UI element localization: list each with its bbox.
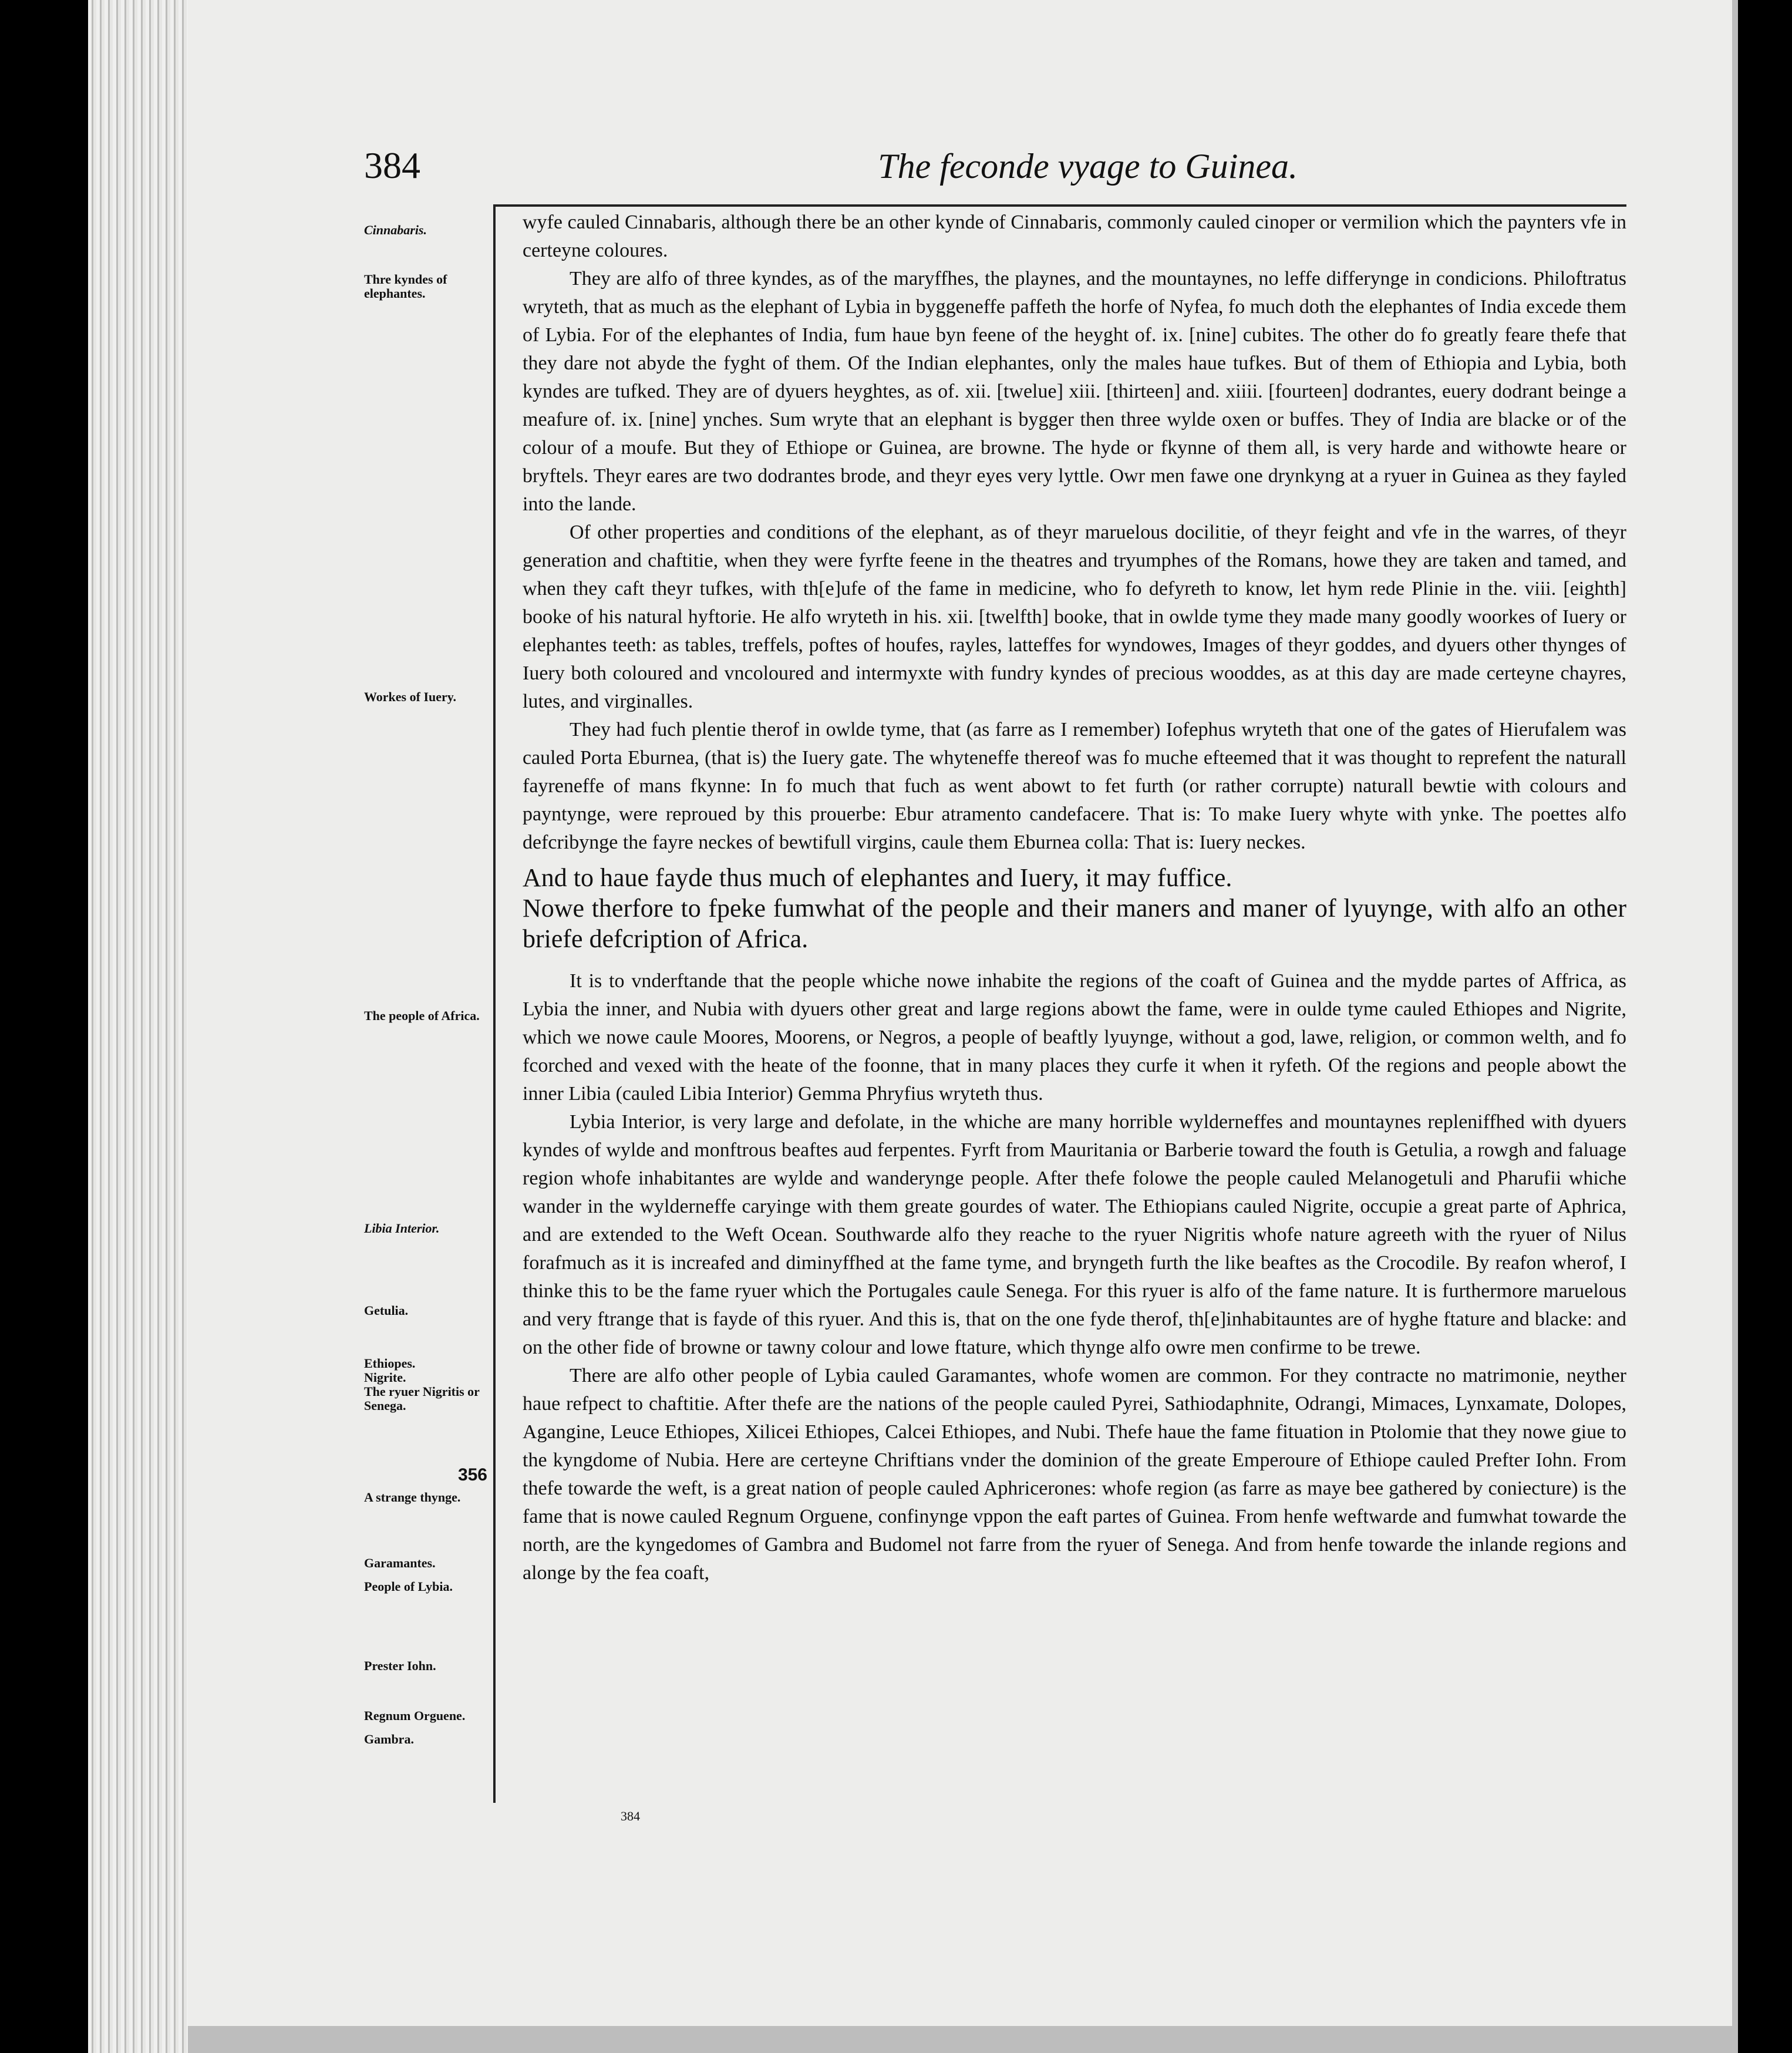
margin-note: Gambra. xyxy=(364,1732,414,1746)
margin-notes xyxy=(364,211,493,1797)
paragraph: Lybia Interior, is very large and defolate, in the whiche are many horrible wylderneffes and mountaynes repleniffhed with dyuers kyndes of wylde and monftrous beaftes aud ferpentes. Fyrft from Mauritania or Barberie toward the fouth is Getulia, a rowgh and faluage region whofe inhabitantes are wylde and wanderynge people. After thefe folowe the people cauled Melanogetuli and Pharufii whiche wander in the wylderneffe caryinge with them greate gourdes of water. The Ethiopians cauled Nigrite, occupie a great parte of Aphrica, and are extended to the Weft Ocean. Southwarde alfo they reache to the ryuer Nigritis whofe nature agreeth with the ryuer of Nilus forafmuch as it is increafed and diminyffhed at the fame tyme, and bryngeth furth the like beaftes as the Crocodile. By reafon wherof, I thinke this to be the fame ryuer which the Portugales caule Senega. For this ryuer is alfo of the fame nature. It is furthermore maruelous and very ftrange that is fayde of this ryuer. And this is, that on the one fyde therof, th[e]inhabitauntes are of hyghe ftature and blacke: and on the other fide of browne or tawny colour and lowe ftature, which thynge alfo owre men confirme to be trewe. xyxy=(523,1111,1626,1358)
margin-note: Workes of Iuery. xyxy=(364,689,457,704)
margin-note: Thre kyndes of elephantes. xyxy=(364,272,447,301)
page-header xyxy=(364,144,1298,203)
margin-note: People of Lybia. xyxy=(364,1579,453,1594)
margin-note: Libia Interior. xyxy=(364,1221,440,1236)
header-rule xyxy=(493,204,1626,207)
margin-note: Getulia. xyxy=(364,1303,409,1318)
page-right-edge xyxy=(1732,0,1738,2053)
running-title: The feconde vyage to Guinea. xyxy=(878,147,1298,186)
margin-folio: 356 xyxy=(457,1465,487,1485)
margin-note: Ethiopes. xyxy=(364,1356,416,1371)
page-number: 384 xyxy=(364,144,420,186)
paragraph: Of other properties and conditions of the elephant, as of theyr maruelous docilitie, of theyr feight and vfe in the warres, of theyr generation and chaftitie, when they were fyrfte feene in the theatres and tryumphes of the Romans, howe they are taken and tamed, and when they caft theyr tufkes, with th[e]ufe of the fame in medicine, who fo defyreth to know, let hym rede Plinie in the. viii. [eighth] booke of his natural hyftorie. He alfo wryteth in his. xii. [twelfth] booke, that in owlde tyme they made many goodly woorkes of Iuery or elephantes teeth: as tables, treffels, poftes of houfes, rayles, latteffes for wyndowes, Images of theyr goddes, and dyuers other thynges of Iuery both coloured and vncoloured and intermyxte with fundry kyndes of precious wooddes, as at this day are made certeyne chayres, lutes, and virginalles. xyxy=(523,521,1626,712)
margin-note: Nigrite. xyxy=(364,1370,406,1385)
page-bottom-edge xyxy=(188,2026,1738,2053)
paragraph: They are alfo of three kyndes, as of the maryffhes, the playnes, and the mountaynes, no leffe differynge in condicions. Philoftratus wryteth, that as much as the elephant of Lybia in byggeneffe paffeth the horfe of Nyfea, fo much doth the elephantes of India excede them of Lybia. For of the elephantes of India, fum haue byn feene of the heyght of. ix. [nine] cubites. The other do fo greatly feare thefe that they dare not abyde the fyght of them. Of the Indian elephantes, only the males haue tufkes. But of them of Ethiopia and Lybia, both kyndes are tufked. They are of dyuers heyghtes, as of. xii. [twelue] xiii. [thirteen] and. xiiii. [fourteen] dodrantes, euery dodrant beinge a meafure of. ix. [nine] ynches. Sum wryte that an elephant is bygger then three wylde oxen or buffes. They of India are blacke or of the colour of a moufe. But they of Ethiope or Guinea, are browne. The hyde or fkynne of them all, is very harde and withowte heare or bryftels. Theyr eares are two dodrantes brode, and theyr eyes very lyttle. Owr men fawe one drynkyng at a ryuer in Guinea as they fayled into the lande. xyxy=(523,268,1626,515)
paragraph: It is to vnderftande that the people whiche nowe inhabite the regions of the coaft of Guinea and the mydde partes of Affrica, as Lybia the inner, and Nubia with dyuers other great and large regions abowt the fame, were in oulde tyme cauled Ethiopes and Nigrite, which we nowe caule Moores, Moorens, or Negros, a people of beaftly lyuynge, without a god, lawe, religion, or common welth, and fo fcorched and vexed with the heate of the foonne, that in many places they curfe it when it ryfeth. Of the regions and people abowt the inner Libia (cauled Libia Interior) Gemma Phryfius wryteth thus. xyxy=(523,970,1626,1105)
margin-note: Garamantes. xyxy=(364,1556,436,1570)
margin-note: Prester Iohn. xyxy=(364,1658,436,1673)
margin-note: Cinnabaris. xyxy=(364,223,427,237)
paragraph: They had fuch plentie therof in owlde tyme, that (as farre as I remember) Iofephus wryteth that one of the gates of Hierufalem was cauled Porta Eburnea, (that is) the Iuery gate. The whyteneffe thereof was fo muche efteemed that it was thought to reprefent the naturall fayreneffe of mans fkynne: In fo much that fuch as went abowt to fet furth (or rather corrupte) naturall bewtie with colours and payntynge, were reproued by this prouerbe: Ebur atramento candefacere. That is: To make Iuery whyte with ynke. The poettes alfo defcribynge the fayre neckes of bewtifull virgins, caule them Eburnea colla: That is: Iuery neckes. xyxy=(523,719,1626,853)
section-heading: And to haue fayde thus much of elephantes and Iuery, it may fuffice. xyxy=(523,863,1232,892)
footer-folio: 384 xyxy=(621,1809,640,1823)
margin-note: The people of Africa. xyxy=(364,1008,480,1023)
column-rule xyxy=(493,206,496,1803)
margin-note: A strange thynge. xyxy=(364,1490,461,1505)
paragraph: wyfe cauled Cinnabaris, although there be an other kynde of Cinnabaris, commonly cauled cinoper or vermilion which the paynters vfe in certeyne coloures. xyxy=(523,211,1626,261)
paragraph: There are alfo other people of Lybia cauled Garamantes, whofe women are common. For they contracte no matrimonie, neyther haue refpect to chaftitie. After thefe are the nations of the people cauled Pyrei, Sathiodaphnite, Odrangi, Mimaces, Lynxamate, Dolopes, Agangine, Leuce Ethiopes, Xilicei Ethiopes, Calcei Ethiopes, and Nubi. Thefe haue the fame fituation in Ptolomie that they nowe giue to the kyngdome of Nubia. Here are certeyne Chriftians vnder the dominion of the greate Emperoure of Ethiope cauled Prefter Iohn. From thefe towarde the weft, is a great nation of people cauled Aphricerones: whofe region (as farre as maye bee gathered by coniecture) is the fame that is nowe cauled Regnum Orguene, confinynge vppon the eaft partes of Guinea. From henfe weftwarde and fumwhat towarde the north, are the kyngedomes of Gambra and Budomel not farre from the ryuer of Senega. And from henfe towarde the inlande regions and alonge by the fea coaft, xyxy=(523,1365,1626,1584)
main-text xyxy=(523,208,1626,1587)
margin-note: Regnum Orguene. xyxy=(364,1708,466,1723)
margin-note: The ryuer Nigritis or Senega. xyxy=(364,1384,480,1413)
section-heading: Nowe therfore to fpeke fumwhat of the people and their maners and maner of lyuynge, with alfo an other briefe defcription of Africa. xyxy=(523,894,1626,953)
